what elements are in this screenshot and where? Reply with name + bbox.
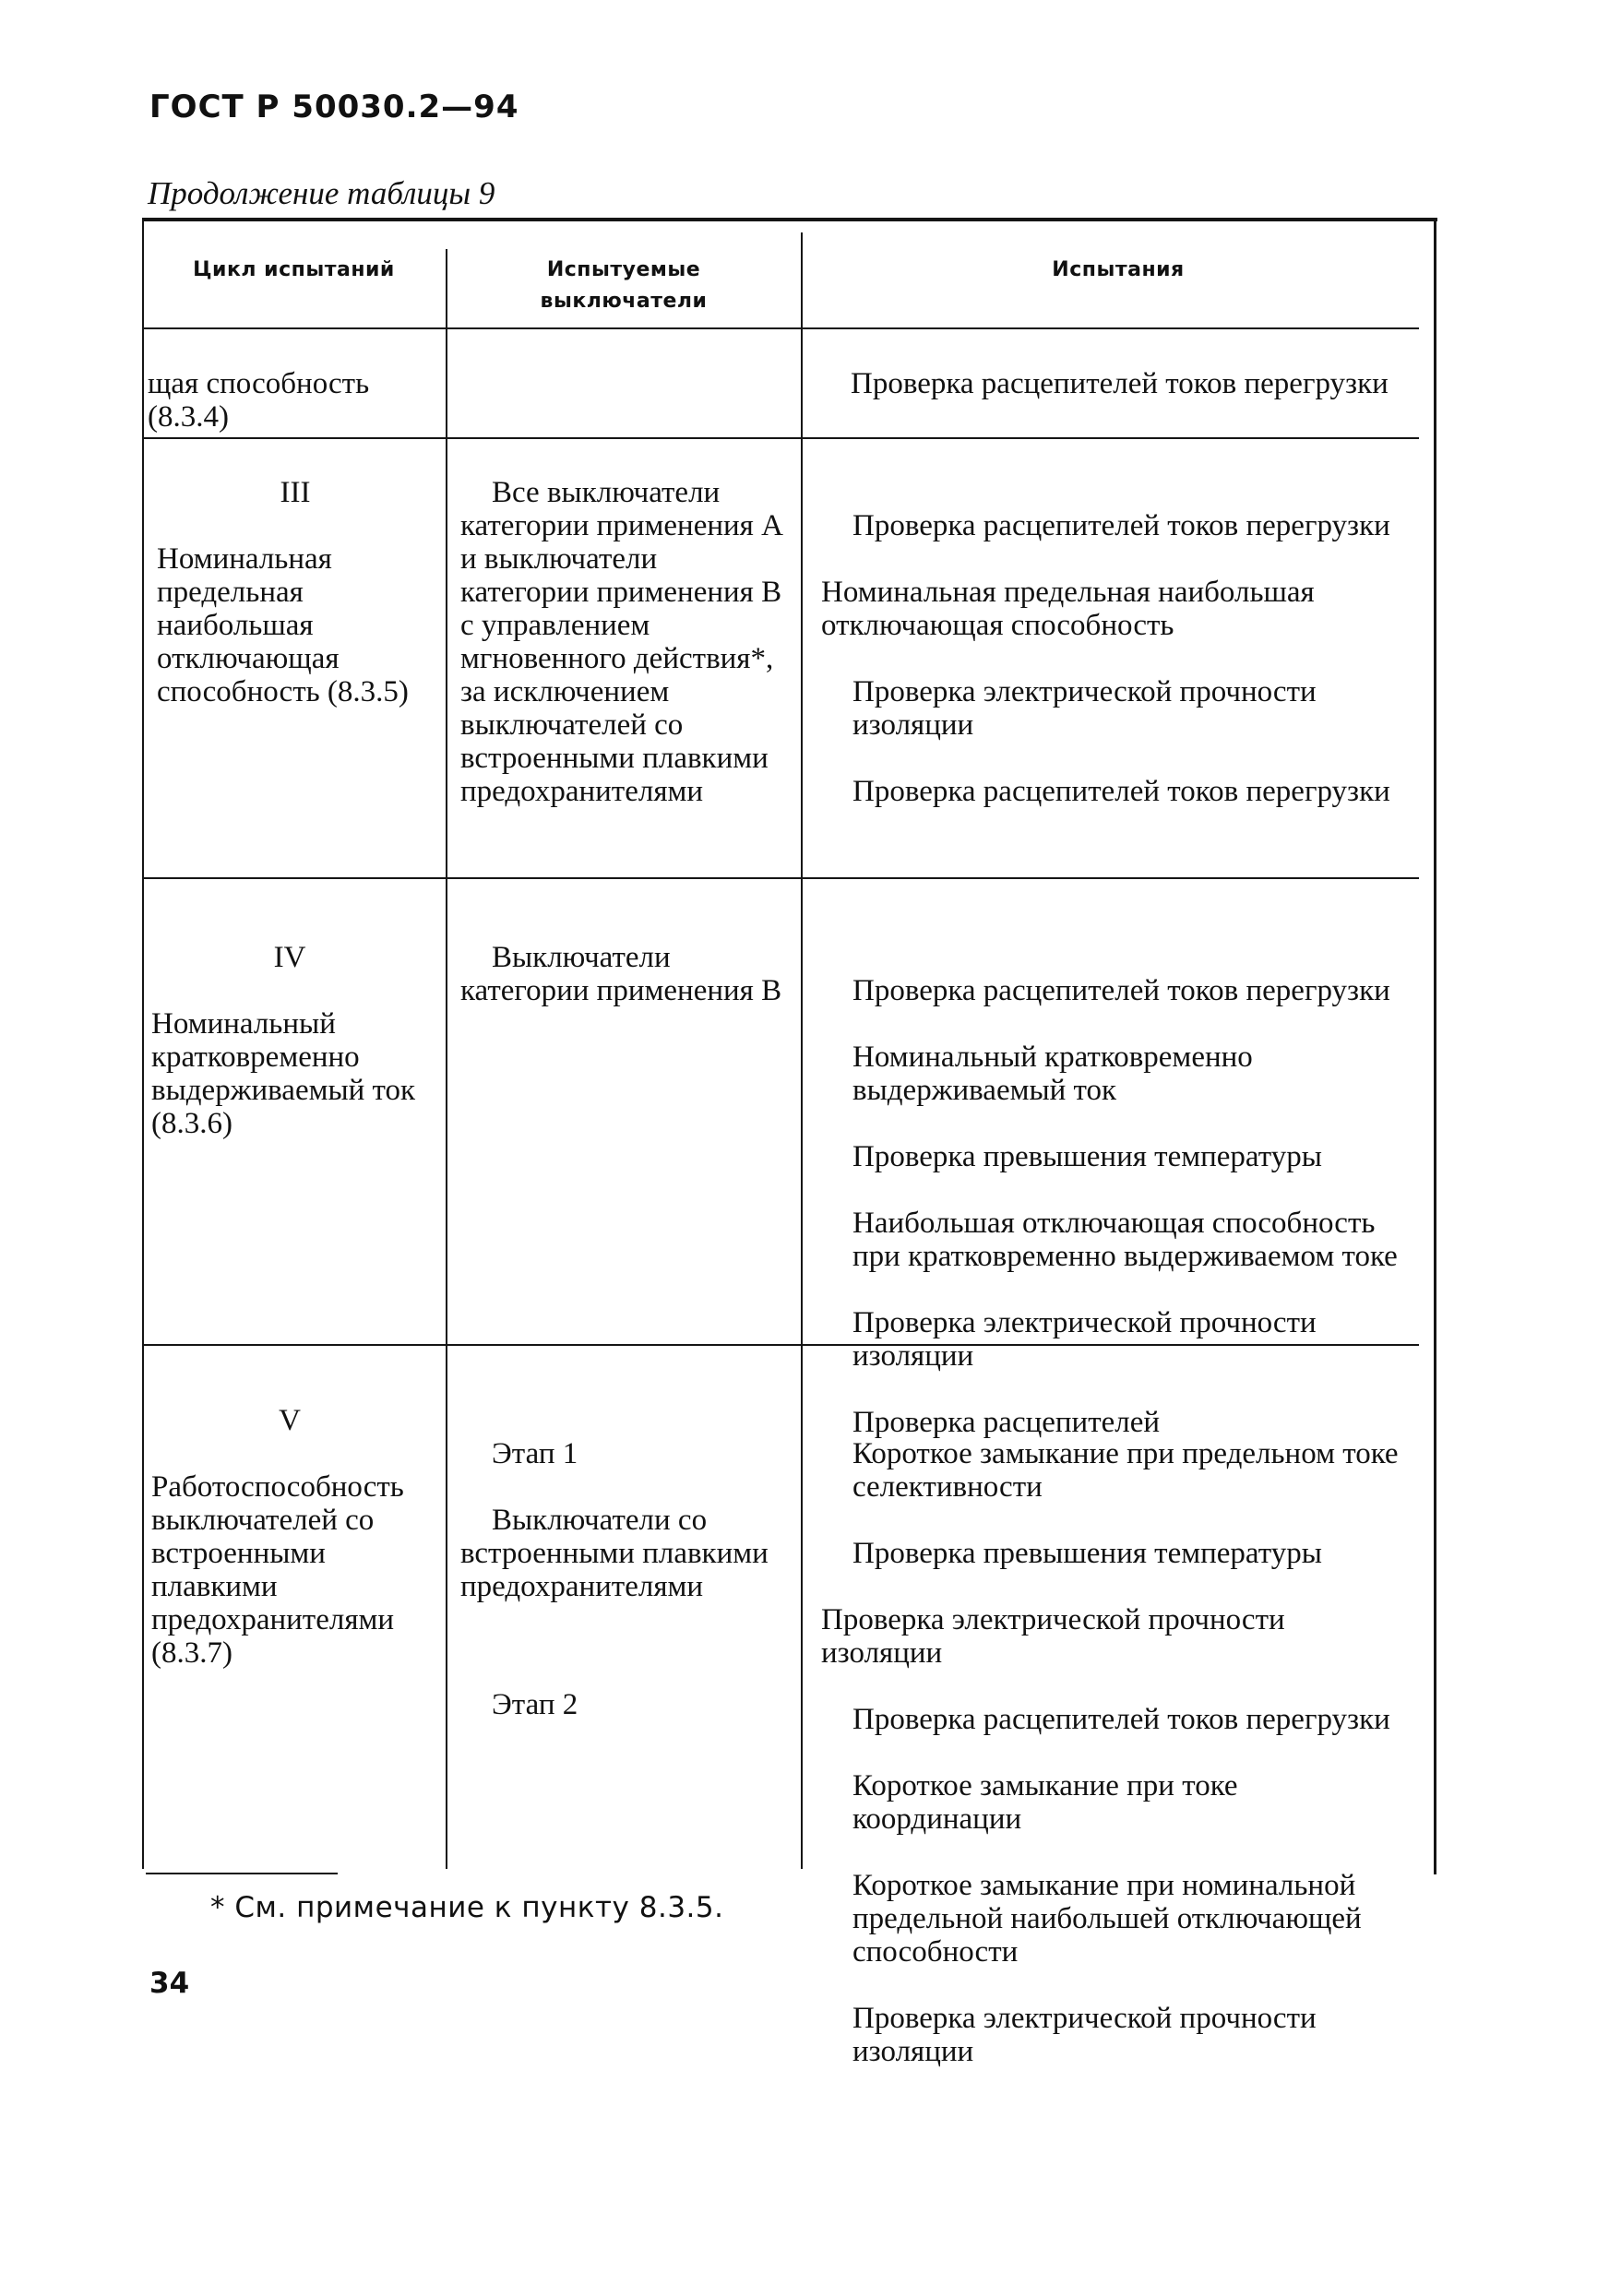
right-rule — [1434, 218, 1436, 1874]
table-caption: Продолжение таблицы 9 — [148, 175, 495, 211]
page-number: 34 — [149, 1967, 190, 2000]
row4-test-1: Короткое замыкание при предельном токе селективности — [852, 1437, 1399, 1504]
row4-roman: V — [279, 1404, 301, 1437]
row4-tests — [821, 1404, 1412, 2101]
row3-switches: Выключатели категории применения В — [460, 941, 782, 1007]
row4-stage2-label: Этап 2 — [492, 1688, 578, 1721]
row2-roman: III — [280, 476, 311, 509]
row3-test-2: Номинальный кратковременно выдерживаемый ток — [852, 1041, 1253, 1107]
row3-test-3: Проверка превышения температуры — [852, 1140, 1322, 1173]
header-cycle: Цикл испытаний — [193, 258, 395, 281]
row4-stage1-label: Этап 1 — [492, 1437, 578, 1470]
footnote-rule — [146, 1873, 338, 1874]
row4-test-3: Проверка электрической прочности изоляции — [821, 1603, 1285, 1670]
row2-switches: Все выключатели категории применения А и выключатели категории применения В с управлением мгновенного действия*, за исключением выключателей со встроенными плавкими предохранителями — [460, 476, 783, 808]
row4-test-7: Проверка электрической прочности изоляции — [852, 2002, 1317, 2068]
header-tests: Испытания — [1052, 258, 1185, 281]
row3-roman: IV — [273, 941, 306, 974]
col2-rule — [801, 232, 803, 1869]
row4-switches — [460, 1404, 789, 1755]
footnote: * См. примечание к пункту 8.3.5. — [210, 1891, 724, 1924]
row2-test-4: Проверка расцепителей токов перегрузки — [852, 775, 1390, 808]
row4-test-2: Проверка превышения температуры — [852, 1537, 1322, 1570]
header-bottom-rule — [142, 327, 1419, 329]
row1-bottom-rule — [142, 437, 1419, 439]
row3-test-5: Проверка электрической прочности изоляции — [852, 1306, 1317, 1373]
row1-tests: Проверка расцепителей токов перегрузки — [851, 367, 1389, 400]
row2-cycle — [157, 443, 434, 708]
row4-cycle — [151, 1371, 428, 1670]
header-switches: Испытуемые выключатели — [540, 258, 708, 313]
col1-rule — [446, 249, 447, 1869]
row3-test-4: Наибольшая отключающая способность при кратковременно выдерживаемом токе — [852, 1207, 1398, 1273]
row3-cycle — [151, 908, 428, 1140]
row3-cycle-text: Номинальный кратковременно выдерживаемый ток (8.3.6) — [151, 1007, 416, 1140]
row4-test-5: Короткое замыкание при токе координации — [852, 1769, 1238, 1836]
row4-stage1-text: Выключатели со встроенными плавкими предохранителями — [460, 1504, 769, 1603]
table-top-rule — [142, 218, 1437, 221]
row3-test-6: Проверка расцепителей — [852, 1406, 1161, 1439]
row2-cycle-text: Номинальная предельная наибольшая отключающая способность (8.3.5) — [157, 542, 409, 708]
row2-test-2: Номинальная предельная наибольшая отключающая способность — [821, 576, 1315, 642]
left-rule — [142, 218, 144, 1869]
row3-tests — [821, 941, 1412, 1472]
row1-cycle: щая способность (8.3.4) — [148, 367, 370, 434]
row4-test-6: Короткое замыкание при номинальной предельной наибольшей отключающей способности — [852, 1869, 1362, 1969]
row2-test-3: Проверка электрической прочности изоляции — [852, 675, 1317, 742]
row2-test-1: Проверка расцепителей токов перегрузки — [852, 509, 1390, 542]
document-title: ГОСТ Р 50030.2—94 — [149, 89, 519, 125]
row4-test-4: Проверка расцепителей токов перегрузки — [852, 1703, 1390, 1736]
row2-tests — [821, 476, 1412, 841]
row3-test-1: Проверка расцепителей токов перегрузки — [852, 974, 1390, 1007]
row2-bottom-rule — [142, 877, 1419, 879]
row4-cycle-text: Работоспособность выключателей со встроенными плавкими предохранителями (8.3.7) — [151, 1470, 404, 1670]
